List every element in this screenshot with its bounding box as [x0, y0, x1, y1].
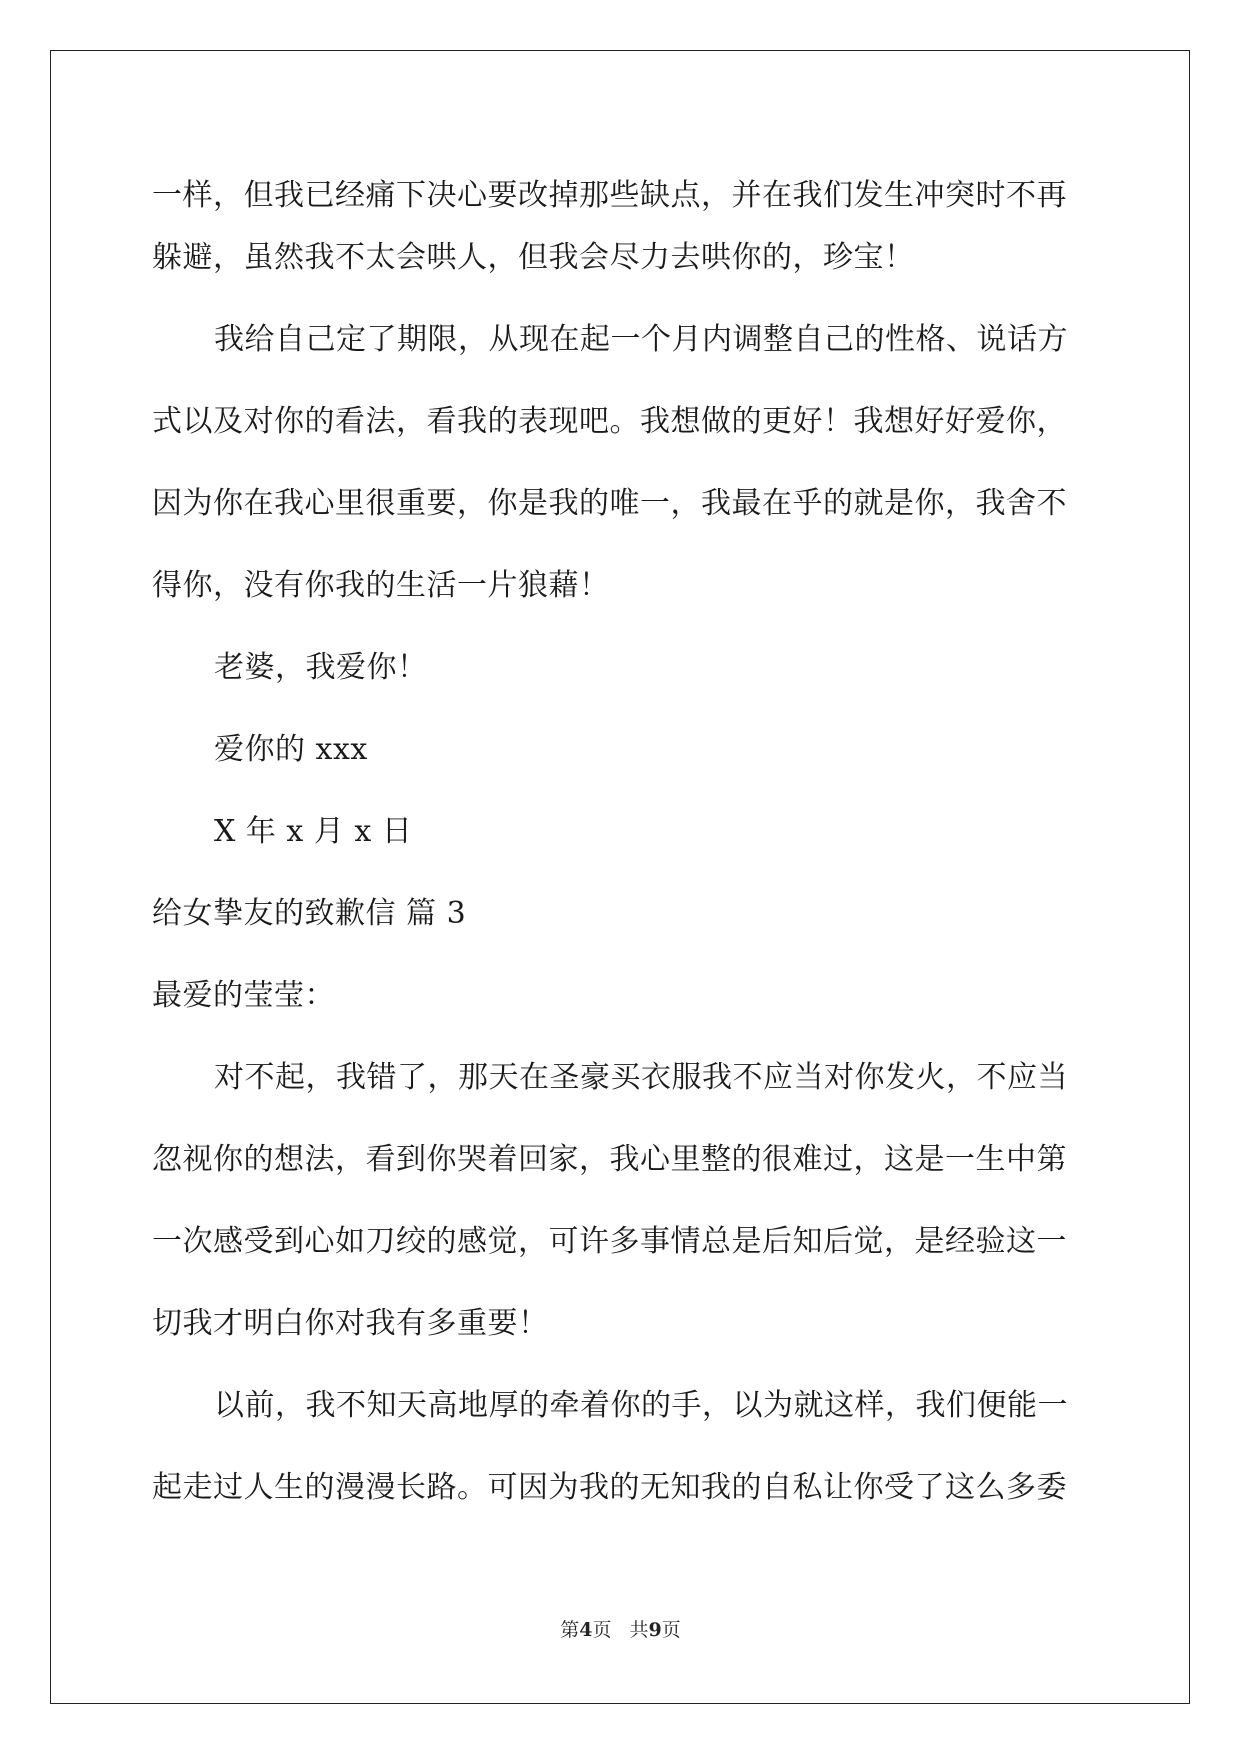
paragraph-start: 我给自己定了期限，从现在起一个月内调整自己的性格、说话方 — [214, 322, 1068, 357]
body-line: 起走过人生的漫漫长路。可因为我的无知我的自私让你受了这么多委 — [152, 1470, 1067, 1505]
section-heading: 给女挚友的致歉信 篇 3 — [152, 896, 467, 931]
body-line: 因为你在我心里很重要，你是我的唯一，我最在乎的就是你，我舍不 — [152, 486, 1067, 521]
body-line: 躲避，虽然我不太会哄人，但我会尽力去哄你的，珍宝！ — [152, 240, 915, 275]
footer-prefix: 第 — [560, 1619, 580, 1641]
body-line: 一次感受到心如刀绞的感觉，可许多事情总是后知后觉，是经验这一 — [152, 1224, 1067, 1259]
footer-total-unit: 页 — [661, 1619, 681, 1641]
body-line: 得你，没有你我的生活一片狼藉！ — [152, 568, 610, 603]
footer-total-prefix: 共 — [629, 1619, 649, 1641]
body-line: 忽视你的想法，看到你哭着回家，我心里整的很难过，这是一生中第 — [152, 1142, 1067, 1177]
current-page-number: 4 — [579, 1619, 593, 1641]
total-page-count: 9 — [648, 1619, 662, 1641]
footer-page-unit: 页 — [592, 1619, 612, 1641]
document-body — [152, 165, 1088, 1519]
paragraph-start: 对不起，我错了，那天在圣豪买衣服我不应当对你发火，不应当 — [214, 1060, 1068, 1095]
date-line: X 年 x 月 x 日 — [214, 814, 413, 849]
closing-line: 老婆，我爱你！ — [214, 650, 428, 685]
signature-line: 爱你的 xxx — [214, 732, 368, 767]
body-line: 式以及对你的看法，看我的表现吧。我想做的更好！我想好好爱你， — [152, 404, 1067, 439]
paragraph-start: 以前，我不知天高地厚的牵着你的手，以为就这样，我们便能一 — [214, 1388, 1068, 1423]
body-line: 切我才明白你对我有多重要！ — [152, 1306, 549, 1341]
salutation: 最爱的莹莹： — [152, 978, 335, 1013]
page-footer — [0, 1618, 1241, 1642]
body-line: 一样，但我已经痛下决心要改掉那些缺点，并在我们发生冲突时不再 — [152, 178, 1067, 213]
